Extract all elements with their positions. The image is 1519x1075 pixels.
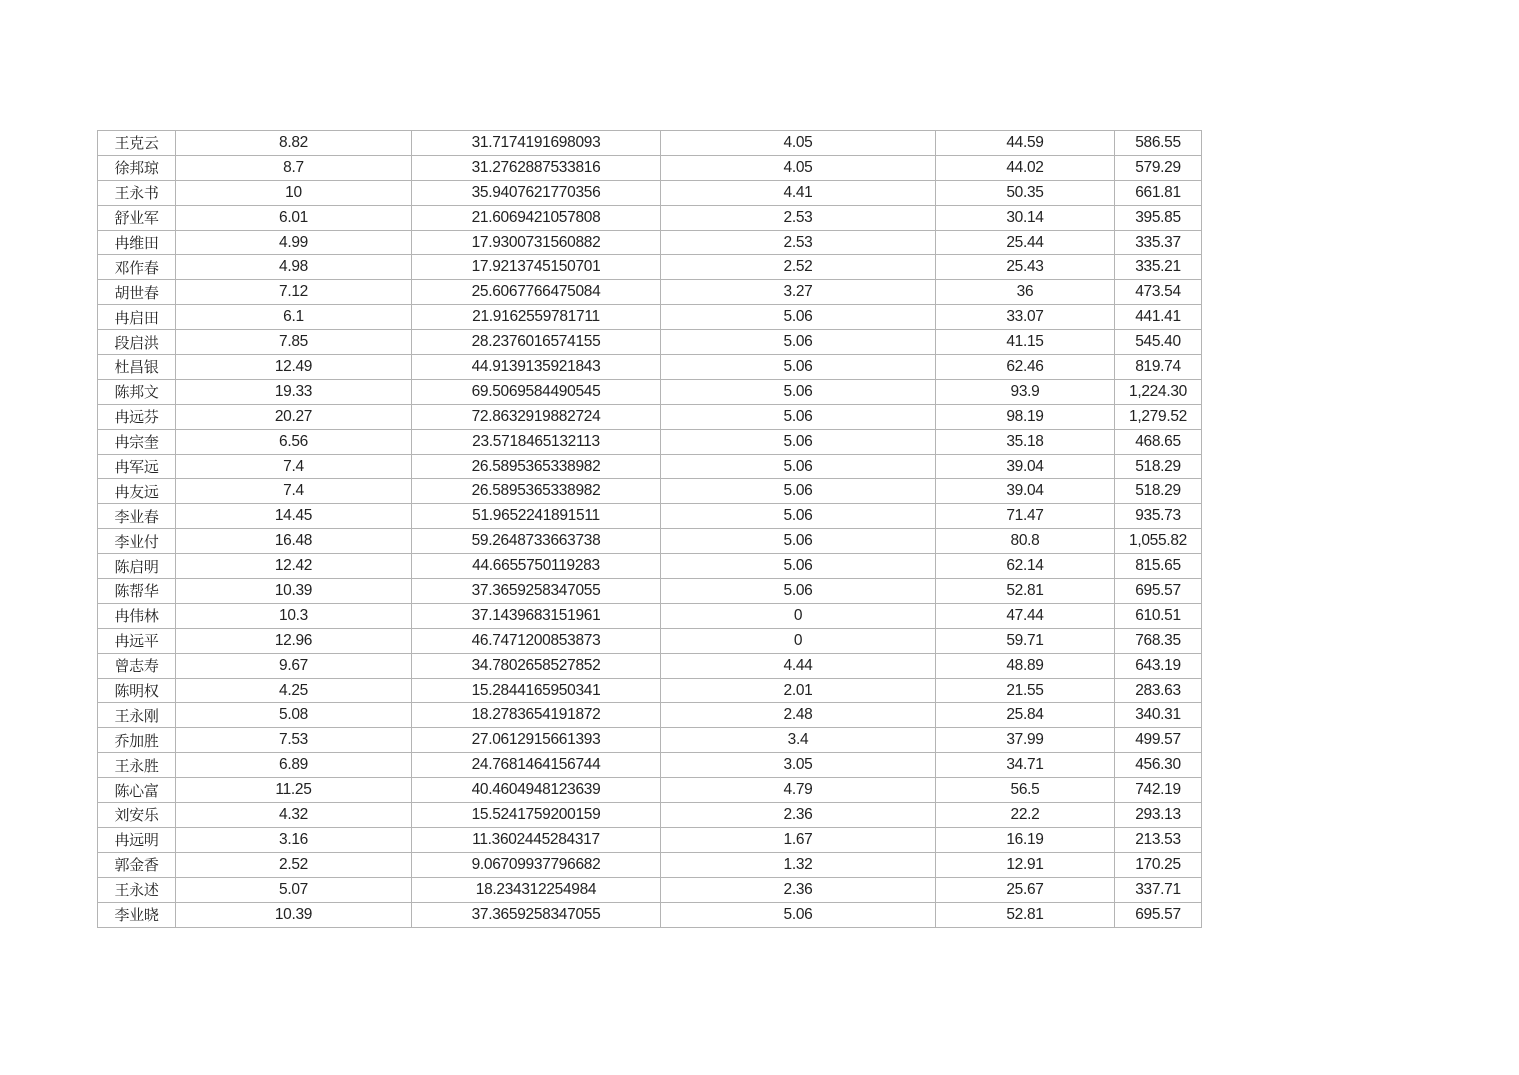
value-cell-2: 21.6069421057808 [412,205,661,230]
value-cell-2: 59.2648733663738 [412,529,661,554]
table-row [98,579,1202,604]
table-row [98,230,1202,255]
total-cell: 661.81 [1115,180,1202,205]
value-cell-1: 8.7 [176,155,412,180]
total-cell: 518.29 [1115,479,1202,504]
value-cell-2: 31.2762887533816 [412,155,661,180]
total-cell: 815.65 [1115,554,1202,579]
value-cell-4: 25.43 [936,255,1115,280]
value-cell-3: 2.53 [661,205,936,230]
value-cell-4: 35.18 [936,429,1115,454]
value-cell-3: 0 [661,603,936,628]
value-cell-3: 2.52 [661,255,936,280]
total-cell: 586.55 [1115,131,1202,156]
name-cell: 陈邦文 [98,379,176,404]
name-cell: 乔加胜 [98,728,176,753]
value-cell-2: 17.9213745150701 [412,255,661,280]
value-cell-1: 19.33 [176,379,412,404]
table-row [98,902,1202,927]
value-cell-4: 16.19 [936,827,1115,852]
total-cell: 518.29 [1115,454,1202,479]
table-row [98,678,1202,703]
total-cell: 695.57 [1115,902,1202,927]
value-cell-1: 7.4 [176,479,412,504]
value-cell-4: 56.5 [936,778,1115,803]
data-table [97,130,1202,928]
table-row [98,330,1202,355]
value-cell-3: 5.06 [661,330,936,355]
name-cell: 冉启田 [98,305,176,330]
value-cell-2: 46.7471200853873 [412,628,661,653]
value-cell-4: 30.14 [936,205,1115,230]
value-cell-3: 0 [661,628,936,653]
table-row [98,603,1202,628]
value-cell-3: 5.06 [661,579,936,604]
total-cell: 441.41 [1115,305,1202,330]
total-cell: 545.40 [1115,330,1202,355]
value-cell-3: 2.01 [661,678,936,703]
value-cell-2: 24.7681464156744 [412,753,661,778]
table-row [98,205,1202,230]
name-cell: 冉宗奎 [98,429,176,454]
value-cell-3: 3.27 [661,280,936,305]
table-row [98,504,1202,529]
value-cell-3: 5.06 [661,305,936,330]
value-cell-3: 5.06 [661,479,936,504]
value-cell-3: 4.79 [661,778,936,803]
name-cell: 陈明权 [98,678,176,703]
value-cell-3: 5.06 [661,504,936,529]
value-cell-2: 51.9652241891511 [412,504,661,529]
table-row [98,778,1202,803]
name-cell: 冉伟林 [98,603,176,628]
name-cell: 陈心富 [98,778,176,803]
name-cell: 曾志寿 [98,653,176,678]
value-cell-4: 44.59 [936,131,1115,156]
value-cell-1: 4.99 [176,230,412,255]
value-cell-4: 52.81 [936,902,1115,927]
value-cell-4: 21.55 [936,678,1115,703]
table-row [98,827,1202,852]
value-cell-3: 5.06 [661,404,936,429]
total-cell: 1,224.30 [1115,379,1202,404]
total-cell: 643.19 [1115,653,1202,678]
table-row [98,155,1202,180]
value-cell-1: 6.56 [176,429,412,454]
value-cell-1: 6.1 [176,305,412,330]
total-cell: 337.71 [1115,877,1202,902]
value-cell-1: 12.42 [176,554,412,579]
total-cell: 395.85 [1115,205,1202,230]
name-cell: 冉远平 [98,628,176,653]
name-cell: 舒业军 [98,205,176,230]
value-cell-2: 37.3659258347055 [412,579,661,604]
value-cell-1: 5.07 [176,877,412,902]
value-cell-4: 62.46 [936,355,1115,380]
total-cell: 935.73 [1115,504,1202,529]
value-cell-3: 4.41 [661,180,936,205]
value-cell-4: 98.19 [936,404,1115,429]
value-cell-4: 62.14 [936,554,1115,579]
value-cell-2: 18.2783654191872 [412,703,661,728]
value-cell-4: 48.89 [936,653,1115,678]
name-cell: 郭金香 [98,852,176,877]
value-cell-3: 5.06 [661,355,936,380]
value-cell-1: 7.4 [176,454,412,479]
table-row [98,728,1202,753]
total-cell: 579.29 [1115,155,1202,180]
total-cell: 335.21 [1115,255,1202,280]
name-cell: 冉维田 [98,230,176,255]
value-cell-1: 20.27 [176,404,412,429]
value-cell-4: 39.04 [936,479,1115,504]
value-cell-1: 12.96 [176,628,412,653]
value-cell-3: 1.32 [661,852,936,877]
value-cell-2: 17.9300731560882 [412,230,661,255]
value-cell-1: 5.08 [176,703,412,728]
value-cell-2: 23.5718465132113 [412,429,661,454]
name-cell: 杜昌银 [98,355,176,380]
name-cell: 徐邦琼 [98,155,176,180]
total-cell: 819.74 [1115,355,1202,380]
name-cell: 冉友远 [98,479,176,504]
value-cell-4: 71.47 [936,504,1115,529]
value-cell-1: 6.89 [176,753,412,778]
table-row [98,280,1202,305]
value-cell-2: 18.234312254984 [412,877,661,902]
total-cell: 293.13 [1115,803,1202,828]
value-cell-4: 33.07 [936,305,1115,330]
value-cell-2: 35.9407621770356 [412,180,661,205]
name-cell: 王永胜 [98,753,176,778]
value-cell-2: 15.5241759200159 [412,803,661,828]
value-cell-4: 34.71 [936,753,1115,778]
name-cell: 段启洪 [98,330,176,355]
value-cell-1: 10 [176,180,412,205]
table-row [98,877,1202,902]
value-cell-4: 36 [936,280,1115,305]
total-cell: 335.37 [1115,230,1202,255]
table-row [98,753,1202,778]
value-cell-4: 39.04 [936,454,1115,479]
value-cell-4: 41.15 [936,330,1115,355]
value-cell-1: 9.67 [176,653,412,678]
value-cell-3: 5.06 [661,554,936,579]
table-body [98,131,1202,928]
total-cell: 742.19 [1115,778,1202,803]
value-cell-3: 4.44 [661,653,936,678]
table-row [98,379,1202,404]
total-cell: 695.57 [1115,579,1202,604]
name-cell: 冉远明 [98,827,176,852]
value-cell-1: 10.39 [176,579,412,604]
value-cell-1: 7.12 [176,280,412,305]
value-cell-2: 31.7174191698093 [412,131,661,156]
value-cell-1: 10.3 [176,603,412,628]
total-cell: 1,279.52 [1115,404,1202,429]
table-row [98,454,1202,479]
value-cell-4: 12.91 [936,852,1115,877]
table-row [98,429,1202,454]
value-cell-2: 44.9139135921843 [412,355,661,380]
value-cell-2: 15.2844165950341 [412,678,661,703]
total-cell: 456.30 [1115,753,1202,778]
name-cell: 陈启明 [98,554,176,579]
value-cell-4: 93.9 [936,379,1115,404]
value-cell-4: 52.81 [936,579,1115,604]
value-cell-3: 3.05 [661,753,936,778]
total-cell: 473.54 [1115,280,1202,305]
value-cell-3: 5.06 [661,429,936,454]
value-cell-1: 7.53 [176,728,412,753]
table-row [98,628,1202,653]
value-cell-1: 4.32 [176,803,412,828]
name-cell: 刘安乐 [98,803,176,828]
total-cell: 283.63 [1115,678,1202,703]
value-cell-3: 1.67 [661,827,936,852]
value-cell-1: 4.25 [176,678,412,703]
value-cell-1: 7.85 [176,330,412,355]
name-cell: 王永书 [98,180,176,205]
value-cell-4: 37.99 [936,728,1115,753]
value-cell-3: 5.06 [661,454,936,479]
name-cell: 冉军远 [98,454,176,479]
table-row [98,554,1202,579]
value-cell-2: 25.6067766475084 [412,280,661,305]
value-cell-2: 27.0612915661393 [412,728,661,753]
name-cell: 王克云 [98,131,176,156]
total-cell: 610.51 [1115,603,1202,628]
value-cell-2: 26.5895365338982 [412,479,661,504]
name-cell: 李业付 [98,529,176,554]
value-cell-1: 16.48 [176,529,412,554]
name-cell: 王永刚 [98,703,176,728]
value-cell-3: 2.53 [661,230,936,255]
value-cell-2: 37.1439683151961 [412,603,661,628]
value-cell-1: 2.52 [176,852,412,877]
table-row [98,852,1202,877]
value-cell-4: 50.35 [936,180,1115,205]
value-cell-3: 2.36 [661,803,936,828]
value-cell-3: 4.05 [661,131,936,156]
table-row [98,131,1202,156]
value-cell-2: 26.5895365338982 [412,454,661,479]
value-cell-4: 47.44 [936,603,1115,628]
table-row [98,305,1202,330]
value-cell-1: 3.16 [176,827,412,852]
table-row [98,355,1202,380]
table-row [98,529,1202,554]
value-cell-2: 28.2376016574155 [412,330,661,355]
value-cell-3: 4.05 [661,155,936,180]
value-cell-3: 5.06 [661,529,936,554]
value-cell-4: 44.02 [936,155,1115,180]
table-row [98,479,1202,504]
value-cell-2: 11.3602445284317 [412,827,661,852]
value-cell-1: 4.98 [176,255,412,280]
table-row [98,180,1202,205]
name-cell: 李业春 [98,504,176,529]
value-cell-3: 3.4 [661,728,936,753]
total-cell: 499.57 [1115,728,1202,753]
value-cell-2: 34.7802658527852 [412,653,661,678]
value-cell-2: 37.3659258347055 [412,902,661,927]
total-cell: 340.31 [1115,703,1202,728]
total-cell: 213.53 [1115,827,1202,852]
value-cell-2: 69.5069584490545 [412,379,661,404]
value-cell-3: 2.48 [661,703,936,728]
name-cell: 王永述 [98,877,176,902]
value-cell-2: 44.6655750119283 [412,554,661,579]
value-cell-1: 14.45 [176,504,412,529]
name-cell: 陈帮华 [98,579,176,604]
value-cell-3: 5.06 [661,902,936,927]
value-cell-1: 12.49 [176,355,412,380]
value-cell-2: 21.9162559781711 [412,305,661,330]
value-cell-4: 59.71 [936,628,1115,653]
value-cell-4: 80.8 [936,529,1115,554]
value-cell-3: 2.36 [661,877,936,902]
value-cell-2: 72.8632919882724 [412,404,661,429]
value-cell-4: 25.84 [936,703,1115,728]
table-row [98,803,1202,828]
total-cell: 768.35 [1115,628,1202,653]
table-row [98,404,1202,429]
total-cell: 1,055.82 [1115,529,1202,554]
value-cell-1: 6.01 [176,205,412,230]
name-cell: 胡世春 [98,280,176,305]
value-cell-1: 8.82 [176,131,412,156]
total-cell: 468.65 [1115,429,1202,454]
table-row [98,703,1202,728]
value-cell-4: 25.67 [936,877,1115,902]
total-cell: 170.25 [1115,852,1202,877]
name-cell: 邓作春 [98,255,176,280]
table-row [98,653,1202,678]
name-cell: 冉远芬 [98,404,176,429]
value-cell-1: 11.25 [176,778,412,803]
table-row [98,255,1202,280]
value-cell-4: 25.44 [936,230,1115,255]
name-cell: 李业晓 [98,902,176,927]
value-cell-2: 40.4604948123639 [412,778,661,803]
value-cell-1: 10.39 [176,902,412,927]
value-cell-2: 9.06709937796682 [412,852,661,877]
value-cell-3: 5.06 [661,379,936,404]
value-cell-4: 22.2 [936,803,1115,828]
